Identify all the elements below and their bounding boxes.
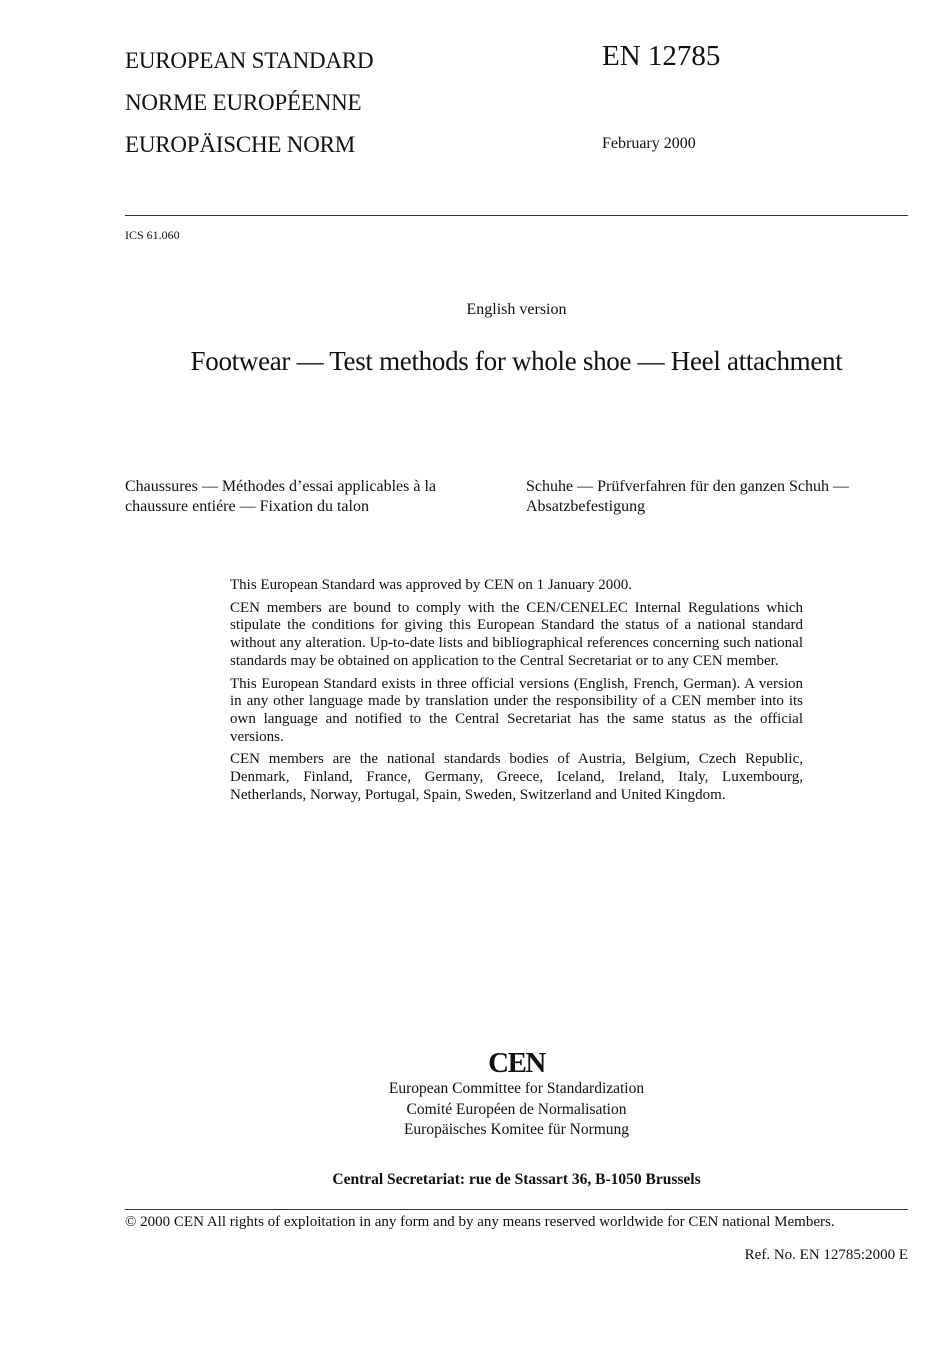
central-secretariat-address: Central Secretariat: rue de Stassart 36, B-1050 Brussels xyxy=(332,1171,701,1188)
standard-number: EN 12785 xyxy=(602,40,721,72)
compliance-paragraph: CEN members are bound to comply with the CEN/CENELEC Internal Regulations which stipulate the conditions for giving this European Standard the status of a national standard without any alteration. Up-to-date lists and bibliographical references concerning such national standards may be obtained on application to the Central Secretariat or to any CEN member. xyxy=(230,599,803,669)
cen-name-german: Europäisches Komitee für Normung xyxy=(403,1121,630,1138)
reference-number: Ref. No. EN 12785:2000 E xyxy=(744,1247,908,1263)
standard-type-german: EUROPÄISCHE NORM xyxy=(125,132,356,157)
members-paragraph: CEN members are the national standards bodies of Austria, Belgium, Czech Republic, Denmark, Finland, France, Germany, Greece, Iceland, Ireland, Italy, Luxembourg, Netherlands, Norway, Portugal, Spain, Sweden, Switzerland and United Kingdom. xyxy=(230,751,803,803)
publication-date: February 2000 xyxy=(602,135,696,152)
approval-paragraph: This European Standard was approved by CEN on 1 January 2000. xyxy=(230,577,632,593)
copyright-notice: © 2000 CEN All rights of exploitation in any form and by any means reserved worldwide for CEN national Members. xyxy=(125,1214,835,1230)
approval-notice xyxy=(230,577,803,809)
footer-divider xyxy=(125,1209,908,1210)
language-version: English version xyxy=(466,301,567,318)
cen-logo: CEN xyxy=(488,1047,545,1079)
cen-name-english: European Committee for Standardization xyxy=(388,1080,645,1097)
ics-code: ICS 61.060 xyxy=(125,228,180,242)
header-divider xyxy=(125,215,908,216)
document-title: Footwear — Test methods for whole shoe — Heel attachment xyxy=(190,346,843,376)
standard-type-french: NORME EUROPÉENNE xyxy=(125,90,362,115)
versions-paragraph: This European Standard exists in three official versions (English, French, German). A version in any other language made by translation under the responsibility of a CEN member into its own language and notified to the Central Secretariat has the same status as the official versions. xyxy=(230,675,803,745)
cen-identity xyxy=(125,1047,908,1141)
cen-name-french: Comité Européen de Normalisation xyxy=(406,1100,627,1118)
standard-type-english: EUROPEAN STANDARD xyxy=(125,48,374,73)
title-german: Schuhe — Prüfverfahren für den ganzen Schuh — Absatzbefestigung xyxy=(526,478,850,515)
title-french: Chaussures — Méthodes d’essai applicables à la chaussure entiére — Fixation du talon xyxy=(125,478,437,515)
